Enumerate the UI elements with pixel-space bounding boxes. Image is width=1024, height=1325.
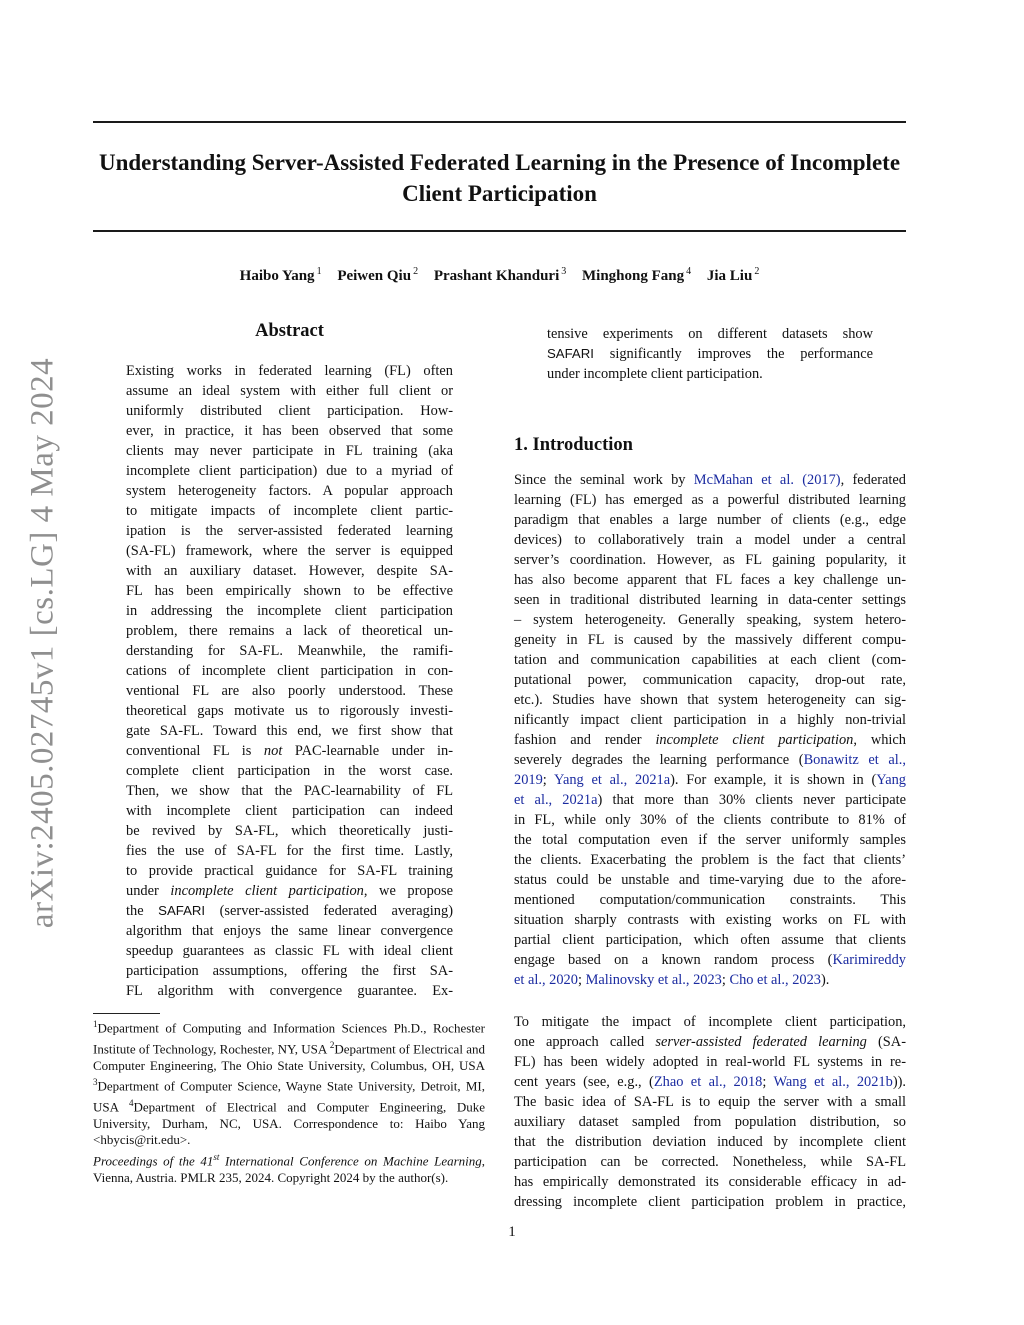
author: Jia Liu $^2$ xyxy=(706,266,760,284)
abstract-line: FL algorithm with convergence guarantee. Ex- xyxy=(126,983,453,999)
abstract-line: uniformly distributed client participation. How- xyxy=(126,403,453,419)
text-line: learning (FL) has emerged as a powerful distributed learning xyxy=(514,492,906,508)
abstract-line: speedup guarantees as classic FL with ideal client xyxy=(126,943,453,959)
text-line: The basic idea of SA-FL is to equip the server with a small xyxy=(514,1094,906,1110)
abstract-line: Then, we show that the PAC-learnability of FL xyxy=(126,783,453,799)
text-line: status could be unstable and time-varying due to the afore- xyxy=(514,872,906,888)
abstract-line: algorithm that enjoys the same linear convergence xyxy=(126,923,453,939)
abstract-line: gate SA-FL. Toward this end, we first show that xyxy=(126,723,453,739)
text-line: FL) has been widely adopted in real-world FL systems in re- xyxy=(514,1054,906,1070)
text-line: auxiliary dataset sampled from population distribution, so xyxy=(514,1114,906,1130)
citation-link[interactable]: Wang et al., 2021b xyxy=(773,1074,893,1090)
abstract-line: complete client participation in the worst case. xyxy=(126,763,453,779)
text-line: has also become apparent that FL faces a key challenge un- xyxy=(514,572,906,588)
citation-link[interactable]: Yang et al., 2021a xyxy=(554,772,671,788)
abstract-line: under incomplete client participation, we propose xyxy=(126,883,453,899)
text-line: – system heterogeneity. Generally speaking, system hetero- xyxy=(514,612,906,628)
text-line: participation can be corrected. Nonetheless, while SA-FL xyxy=(514,1154,906,1170)
citation-link[interactable]: Yang xyxy=(876,772,906,788)
text-line: 2019; Yang et al., 2021a). For example, it is shown in (Yang xyxy=(514,772,906,788)
citation-link[interactable]: McMahan et al. (2017) xyxy=(693,472,841,488)
abstract-line: clients may never participate in FL training (aka xyxy=(126,443,453,459)
abstract-line: to provide practical guidance for SA-FL training xyxy=(126,863,453,879)
abstract-line: ipation is the server-assisted federated learning xyxy=(126,523,453,539)
author: Peiwen Qiu $^2$ xyxy=(337,266,419,284)
author-list xyxy=(93,266,906,285)
abstract-line: incomplete client participation) due to a myriad of xyxy=(126,463,453,479)
intro-paragraph-1 xyxy=(514,470,906,990)
abstract-line: with incomplete client participation can indeed xyxy=(126,803,453,819)
abstract-line: assume an ideal system with either full client or xyxy=(126,383,453,399)
text-line: in FL, while only 30% of the clients contribute to 81% of xyxy=(514,812,906,828)
title-rule-top xyxy=(93,121,906,123)
abstract-line: derstanding for SA-FL. Meanwhile, the ramifi- xyxy=(126,643,453,659)
abstract-line: in addressing the incomplete client participation xyxy=(126,603,453,619)
text-line: et al., 2021a) that more than 30% clients never participate xyxy=(514,792,906,808)
text-line: nificantly impact client participation in a highly non-trivial xyxy=(514,712,906,728)
abstract-line: participation assumptions, offering the first SA- xyxy=(126,963,453,979)
abstract-text xyxy=(126,361,453,1001)
citation-link[interactable]: Cho et al., 2023 xyxy=(729,972,821,988)
text-line: mentioned computation/communication constraints. This xyxy=(514,892,906,908)
citation-link[interactable]: Karimireddy xyxy=(832,952,906,968)
text-line: engage based on a known random process (Karimireddy xyxy=(514,952,906,968)
text-line: tation and communication capabilities at each client (com- xyxy=(514,652,906,668)
affiliation-footnote: $^1$Department of Computing and Information Sciences Ph.D., Rochester Institute of Technology, Rochester, NY, USA $^2$Department of Electrical and Computer Engineering, The Ohio State University, Columbus, OH, USA $^3$Department of Computer Science, Wayne State University, Detroit, MI, USA $^4$Department of Electrical and Computer Engineering, Duke University, Durham, NC, USA. Correspondence to: Haibo Yang <hbycis@rit.edu>. xyxy=(93,1019,485,1148)
abstract-line: tensive experiments on different datasets show xyxy=(547,326,873,342)
paper-title: Understanding Server-Assisted Federated Learning in the Presence of Incomplete Client Participation xyxy=(98,150,901,206)
text-line: geneity in FL is caused by the massively different compu- xyxy=(514,632,906,648)
footnote-rule xyxy=(93,1013,160,1014)
abstract-line: with an auxiliary dataset. However, despite SA- xyxy=(126,563,453,579)
abstract-line: ventional FL are also poorly understood. These xyxy=(126,683,453,699)
text-line: etc.). Studies have shown that system heterogeneity can sig- xyxy=(514,692,906,708)
text-line: situation sharply contrasts with existing works on FL with xyxy=(514,912,906,928)
text-line: et al., 2020; Malinovsky et al., 2023; Cho et al., 2023). xyxy=(514,972,830,988)
citation-link[interactable]: Bonawitz et al., xyxy=(803,752,906,768)
author: Prashant Khanduri $^3$ xyxy=(433,266,567,284)
abstract-heading: Abstract xyxy=(255,321,324,341)
abstract-line: theoretical gaps motivate us to rigorously investi- xyxy=(126,703,453,719)
citation-link[interactable]: et al., 2020 xyxy=(514,972,578,988)
text-line: cent years (see, e.g., (Zhao et al., 2018; Wang et al., 2021b)). xyxy=(514,1074,907,1090)
abstract-line: problem, there remains a lack of theoretical un- xyxy=(126,623,453,639)
text-line: putational power, communication capacity, drop-out rate, xyxy=(514,672,906,688)
section-heading-introduction: 1. Introduction xyxy=(514,435,633,455)
text-line: partial client participation, which often assume that clients xyxy=(514,932,906,948)
text-line: Since the seminal work by McMahan et al. (2017), federated xyxy=(514,472,906,488)
abstract-line: system heterogeneity factors. A popular approach xyxy=(126,483,453,499)
text-line: dressing incomplete client participation problem in practice, xyxy=(514,1194,906,1210)
abstract-line: to mitigate impacts of incomplete client partic- xyxy=(126,503,453,519)
abstract-line: ever, in practice, it has been observed that some xyxy=(126,423,453,439)
abstract-continuation xyxy=(547,324,873,384)
text-line: the total computation even if the server uniformly samples xyxy=(514,832,906,848)
abstract-line: the SAFARI (server-assisted federated averaging) xyxy=(126,903,453,919)
abstract-line: Existing works in federated learning (FL) often xyxy=(126,363,453,379)
abstract-line: fies the use of SA-FL for the first time. Lastly, xyxy=(126,843,453,859)
text-line: server’s coordination. However, as FL gaining popularity, it xyxy=(514,552,906,568)
text-line: has empirically demonstrated its considerable efficacy in ad- xyxy=(514,1174,906,1190)
text-line: the clients. Exacerbating the problem is the fact that clients’ xyxy=(514,852,906,868)
author: Haibo Yang $^1$ xyxy=(239,266,322,284)
abstract-line: FL has been empirically shown to be effective xyxy=(126,583,453,599)
page-number: 1 xyxy=(508,1224,516,1240)
text-line: that the distribution deviation induced by incomplete client xyxy=(514,1134,906,1150)
abstract-line: be revived by SA-FL, which theoretically justi- xyxy=(126,823,453,839)
citation-link[interactable]: 2019 xyxy=(514,772,543,788)
proceedings-footnote: Proceedings of the 41st International Conference on Machine Learning, Vienna, Austria. PMLR 235, 2024. Copyright 2024 by the author(s). xyxy=(93,1152,486,1185)
text-line: To mitigate the impact of incomplete client participation, xyxy=(514,1014,906,1030)
citation-link[interactable]: Malinovsky et al., 2023 xyxy=(585,972,722,988)
text-line: seen in traditional distributed learning in data-center settings xyxy=(514,592,906,608)
text-line: paradigm that enables a large number of clients (e.g., edge xyxy=(514,512,906,528)
abstract-line: conventional FL is not PAC-learnable under in- xyxy=(126,743,453,759)
citation-link[interactable]: et al., 2021a xyxy=(514,792,598,808)
title-rule-bottom xyxy=(93,230,906,232)
abstract-line: SAFARI significantly improves the performance xyxy=(547,346,873,362)
abstract-line: (SA-FL) framework, where the server is equipped xyxy=(126,543,453,559)
abstract-line: under incomplete client participation. xyxy=(547,366,763,382)
intro-paragraph-2 xyxy=(514,1012,906,1212)
text-line: severely degrades the learning performance (Bonawitz et al., xyxy=(514,752,906,768)
text-line: fashion and render incomplete client participation, which xyxy=(514,732,907,748)
citation-link[interactable]: Zhao et al., 2018 xyxy=(653,1074,763,1090)
author: Minghong Fang $^4$ xyxy=(582,266,692,284)
text-line: one approach called server-assisted federated learning (SA- xyxy=(514,1034,906,1050)
text-line: devices) to collaboratively train a model under a central xyxy=(514,532,906,548)
abstract-line: cations of incomplete client participation in con- xyxy=(126,663,453,679)
